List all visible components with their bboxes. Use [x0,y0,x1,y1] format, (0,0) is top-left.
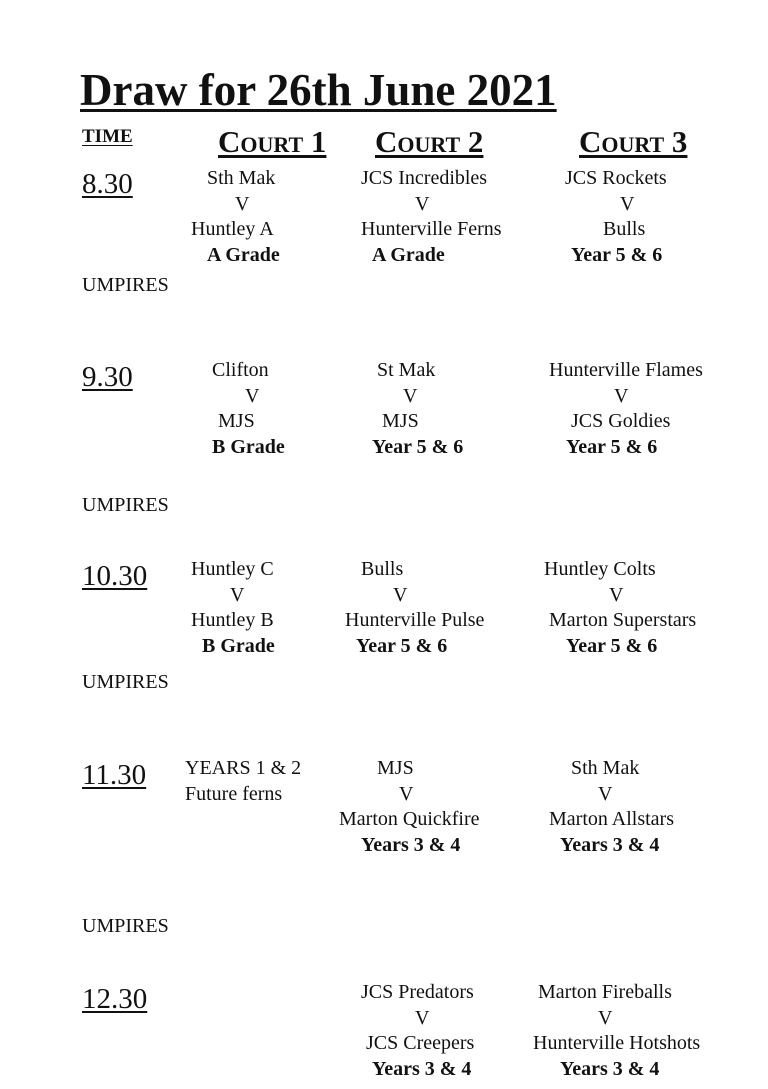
match-team: Hunterville Ferns [361,218,502,240]
time-slot-1030: 10.30 [82,560,148,592]
grade-label: B Grade [202,635,275,657]
time-slot-830: 8.30 [82,168,133,200]
match-team: MJS [218,410,255,432]
versus: V [614,385,629,407]
versus: V [598,783,613,805]
versus: V [415,193,430,215]
match-team: Bulls [603,218,646,240]
match-team: JCS Predators [361,981,474,1003]
versus: V [235,193,250,215]
grade-label: A Grade [207,244,280,266]
match-team: MJS [382,410,419,432]
match-team: JCS Incredibles [361,167,488,189]
umpires-label: UMPIRES [82,494,169,516]
match-team: JCS Rockets [565,167,667,189]
match-team: Marton Allstars [549,808,674,830]
match-team: YEARS 1 & 2 [185,757,302,779]
versus: V [230,584,245,606]
match-team: Huntley B [191,609,274,631]
match-team: Marton Fireballs [538,981,672,1003]
match-team: Sth Mak [207,167,276,189]
umpires-label: UMPIRES [82,915,169,937]
time-slot-930: 9.30 [82,361,133,393]
grade-label: Year 5 & 6 [571,244,663,266]
versus: V [403,385,418,407]
grade-label: Years 3 & 4 [361,834,461,856]
grade-label: B Grade [212,436,285,458]
versus: V [393,584,408,606]
match-team: Hunterville Flames [549,359,703,381]
grade-label: Years 3 & 4 [560,1058,660,1080]
time-slot-1230: 12.30 [82,983,148,1015]
match-team: Future ferns [185,783,283,805]
grade-label: Years 3 & 4 [372,1058,472,1080]
versus: V [245,385,260,407]
match-team: Marton Superstars [549,609,697,631]
time-column-header: TIME [82,126,133,147]
grade-label: Years 3 & 4 [560,834,660,856]
match-team: JCS Creepers [366,1032,475,1054]
match-team: MJS [377,757,414,779]
match-team: St Mak [377,359,436,381]
match-team: Marton Quickfire [339,808,480,830]
page-title: Draw for 26th June 2021 [80,65,557,115]
match-team: Huntley A [191,218,274,240]
court-3-header: Court 3 [579,124,688,159]
match-team: Hunterville Hotshots [533,1032,701,1054]
versus: V [598,1007,613,1029]
grade-label: Year 5 & 6 [356,635,448,657]
match-team: Clifton [212,359,269,381]
grade-label: Year 5 & 6 [372,436,464,458]
umpires-label: UMPIRES [82,671,169,693]
match-team: JCS Goldies [571,410,671,432]
court-1-header: Court 1 [218,124,327,159]
court-2-header: Court 2 [375,124,484,159]
versus: V [620,193,635,215]
versus: V [415,1007,430,1029]
umpires-label: UMPIRES [82,274,169,296]
grade-label: Year 5 & 6 [566,436,658,458]
match-team: Huntley Colts [544,558,656,580]
versus: V [609,584,624,606]
grade-label: Year 5 & 6 [566,635,658,657]
match-team: Sth Mak [571,757,640,779]
grade-label: A Grade [372,244,445,266]
time-slot-1130: 11.30 [82,759,147,791]
versus: V [399,783,414,805]
match-team: Huntley C [191,558,274,580]
match-team: Hunterville Pulse [345,609,485,631]
match-team: Bulls [361,558,404,580]
